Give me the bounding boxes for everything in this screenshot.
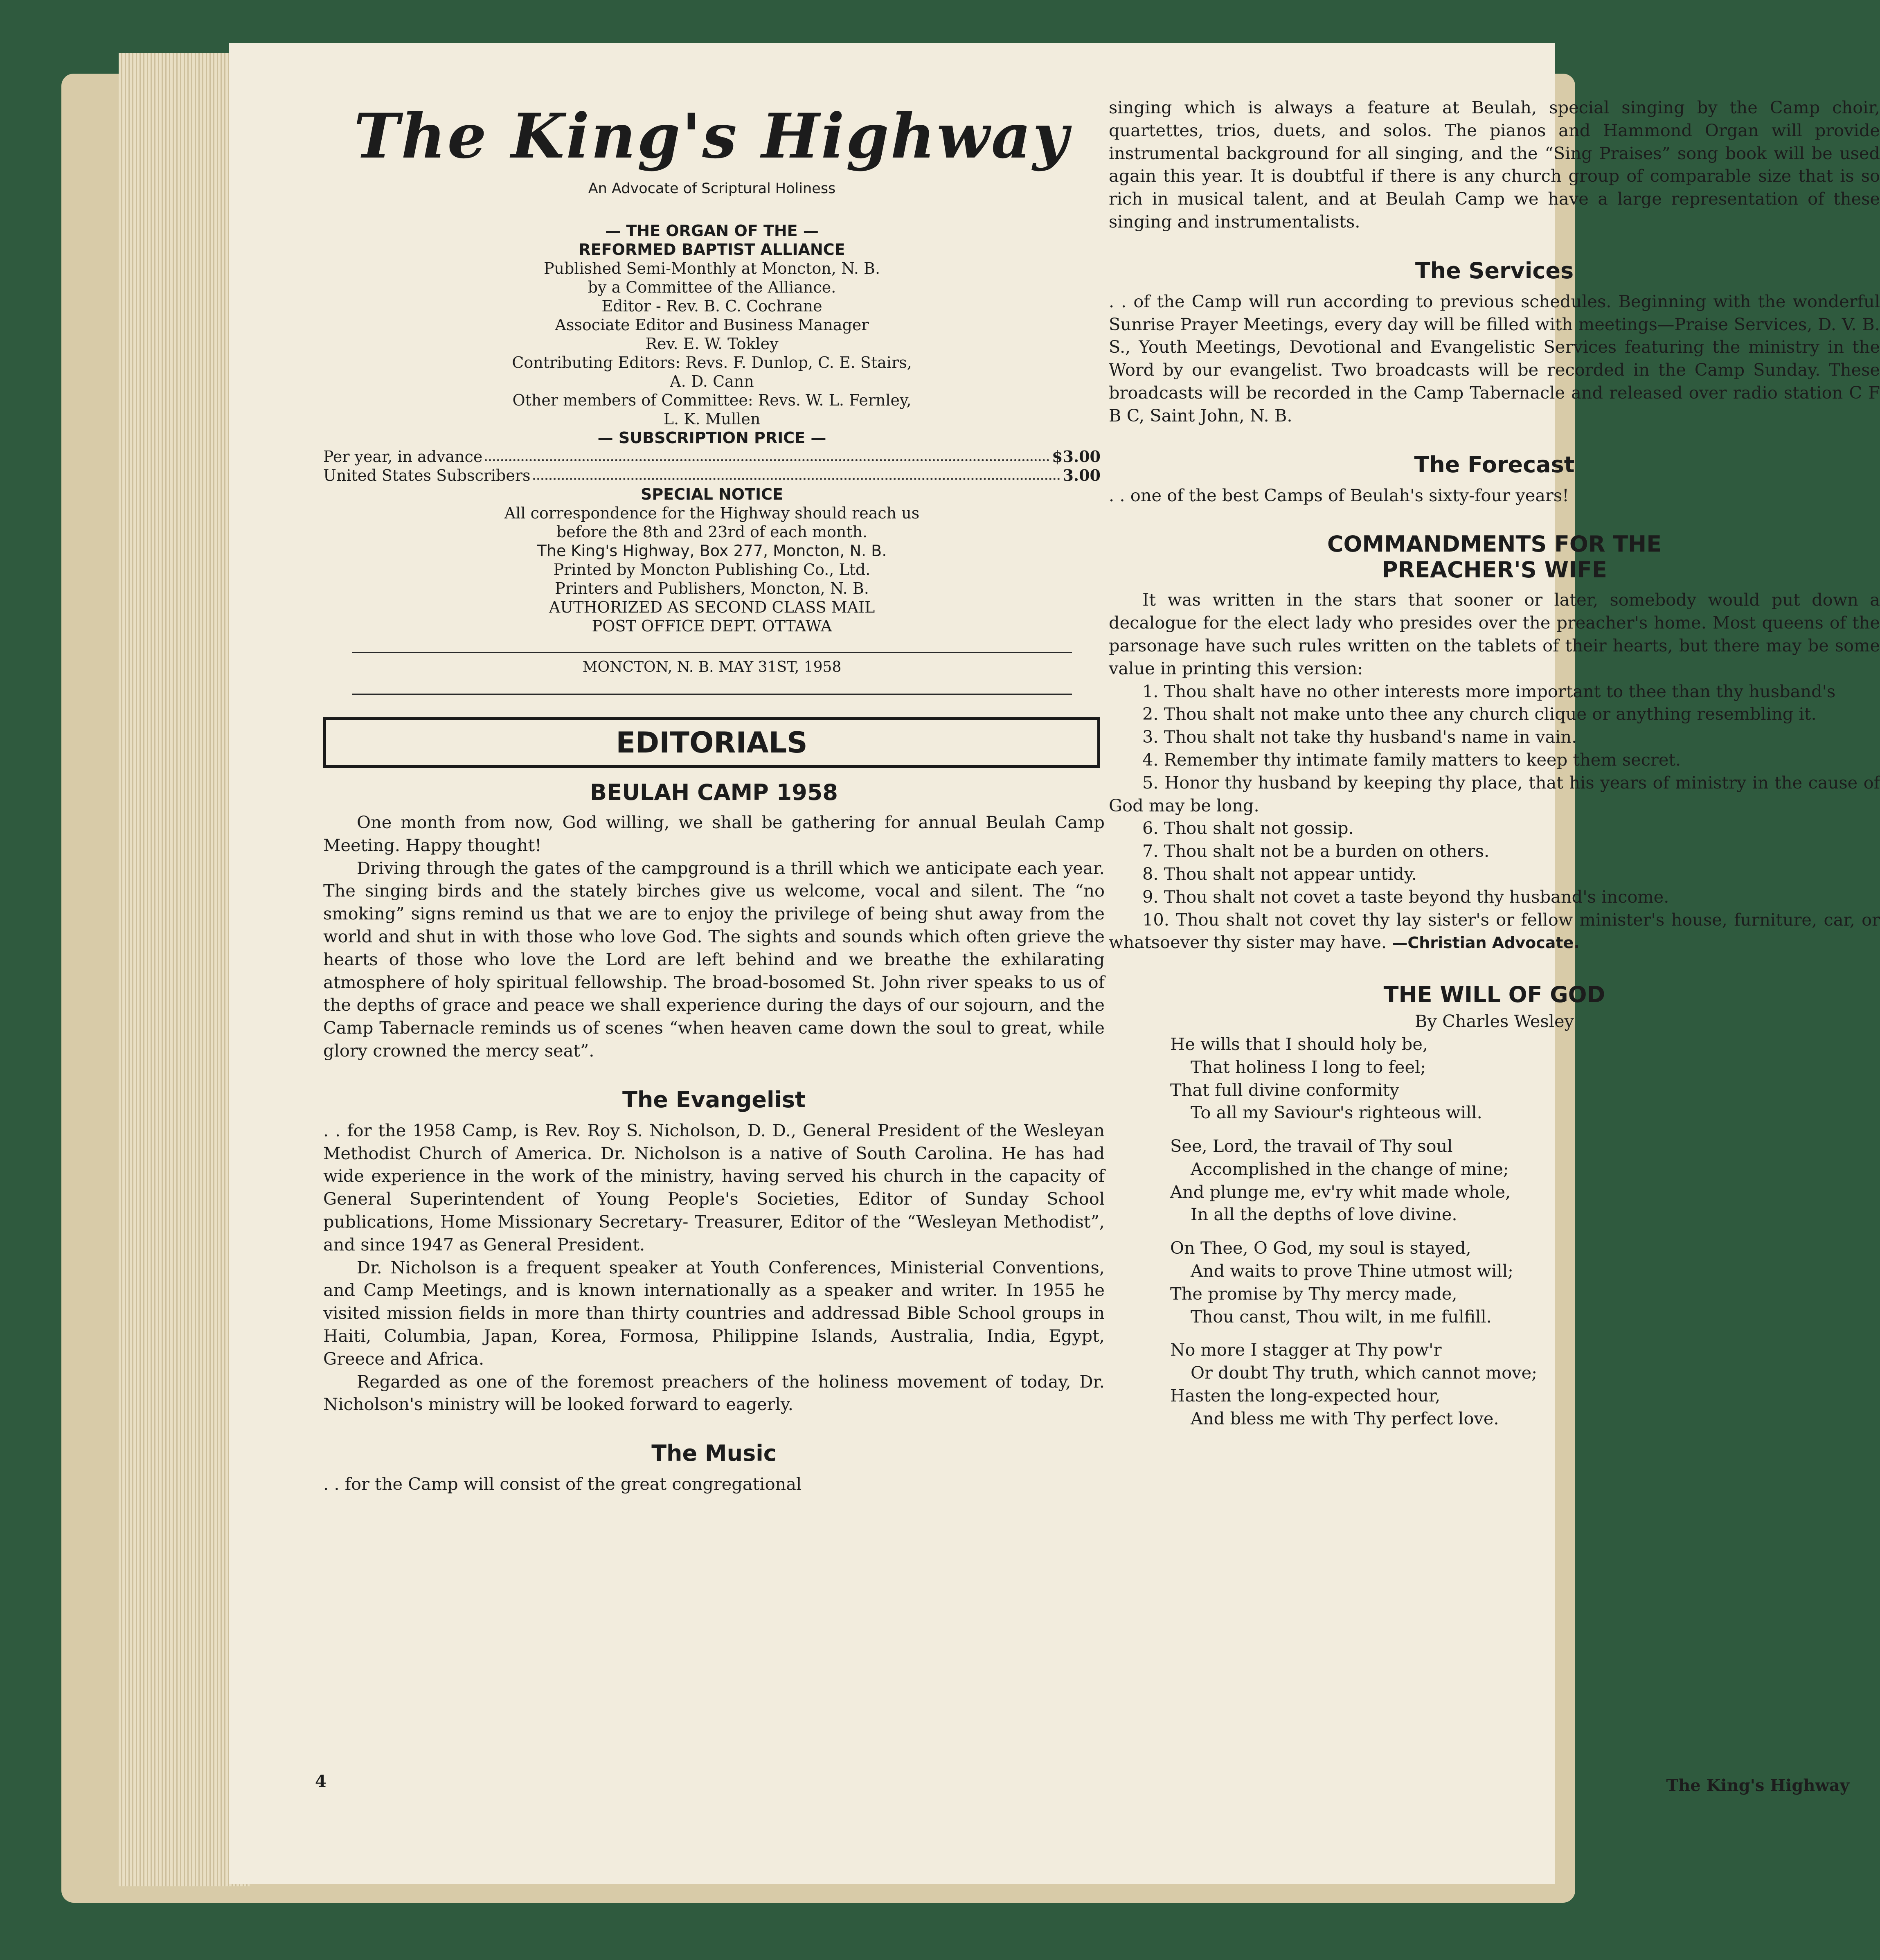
poem-line: See, Lord, the travail of Thy soul: [1170, 1136, 1453, 1156]
poem-line: That full divine conformity: [1170, 1079, 1399, 1100]
page-number: 4: [315, 1772, 326, 1791]
services-para: . . of the Camp will run according to previous schedules. Beginning with the wonderful Sunrise Prayer Meetings, every day will be filled with meetings—Praise Services, D. V. B. S., Youth Meetings, Devotional and Evangelistic Services featuring the ministry in the Word by our evangelist. Two broadcasts will be recorded in the Camp Sunday. These broadcasts will be recorded in the Camp Tabernacle and released over radio station C F B C, Saint John, N. B.: [1109, 291, 1880, 426]
music-para-a: . . for the Camp will consist of the great congregational: [323, 1474, 802, 1494]
notice-heading: SPECIAL NOTICE: [640, 485, 784, 503]
poem-line: The promise by Thy mercy made,: [1170, 1283, 1457, 1304]
footer-publication: The King's Highway: [1666, 1776, 1849, 1795]
price-row-1: [323, 447, 1101, 466]
poem-line: He wills that I should holy be,: [1170, 1034, 1428, 1054]
will-byline: By Charles Wesley: [1415, 1011, 1574, 1032]
notice-line-2: before the 8th and 23rd of each month.: [556, 523, 868, 541]
will-heading: THE WILL OF GOD: [1383, 982, 1605, 1008]
poem-line: In all the depths of love divine.: [1191, 1204, 1457, 1225]
commandment-item: 9. Thou shalt not covet a taste beyond thy husband's income.: [1142, 886, 1669, 907]
masthead-title: The King's Highway: [353, 100, 1070, 172]
post-office-line: POST OFFICE DEPT. OTTAWA: [592, 617, 832, 635]
price-row-2: [323, 466, 1101, 485]
subscription-heading: — SUBSCRIPTION PRICE —: [597, 429, 826, 447]
poem-line: Or doubt Thy truth, which cannot move;: [1191, 1363, 1538, 1383]
music-heading: The Music: [651, 1440, 777, 1467]
poem-line: Accomplished in the change of mine;: [1191, 1158, 1509, 1179]
contrib-line-2: A. D. Cann: [670, 372, 754, 390]
commandment-item: 5. Honor thy husband by keeping thy place, that his years of ministry in the cause of God may be long.: [1109, 772, 1880, 816]
price-leader-1: [485, 447, 1049, 461]
assoc-name-line: Rev. E. W. Tokley: [645, 335, 779, 353]
poem-line: And bless me with Thy perfect love.: [1191, 1408, 1499, 1428]
commandments-heading-2: PREACHER'S WIFE: [1382, 557, 1607, 583]
forecast-para: . . one of the best Camps of Beulah's sixty-four years!: [1109, 485, 1569, 505]
price-1-label: Per year, in advance: [323, 448, 483, 466]
notice-line-1: All correspondence for the Highway should reach us: [504, 504, 920, 522]
evangelist-heading: The Evangelist: [622, 1086, 806, 1113]
assoc-editor-line: Associate Editor and Business Manager: [555, 316, 869, 334]
music-para-b: singing which is always a feature at Beulah, special singing by the Camp choir, quartettes, trios, duets, and solos. The pianos and Hammond Organ will provide instrumental background for all singing, and the “Sing Praises” song book will be used again this year. It is doubtful if there is any church group of comparable size that is so rich in musical talent, and at Beulah Camp we have a large representation of these singing and instrumentalists.: [1109, 97, 1880, 232]
dateline: MONCTON, N. B. MAY 31ST, 1958: [582, 659, 842, 676]
other-line-1: Other members of Committee: Revs. W. L. Fernley,: [512, 391, 912, 409]
printers-line: Printers and Publishers, Moncton, N. B.: [555, 579, 869, 597]
poem-line: To all my Saviour's righteous will.: [1191, 1102, 1482, 1123]
published-line: Published Semi-Monthly at Moncton, N. B.: [543, 259, 880, 277]
magazine-page: [229, 43, 1880, 1884]
poem-line: And plunge me, ev'ry whit made whole,: [1170, 1181, 1511, 1202]
commandment-item: 4. Remember thy intimate family matters to keep them secret.: [1142, 749, 1681, 770]
left-column: [323, 100, 1101, 635]
poem: [1170, 1033, 1880, 1430]
poem-stanza-4: [1170, 1338, 1880, 1430]
commandment-item: 7. Thou shalt not be a burden on others.: [1142, 841, 1490, 861]
committee-line: by a Committee of the Alliance.: [588, 278, 836, 296]
editor-line: Editor - Rev. B. C. Cochrane: [601, 297, 822, 315]
divider-top: [352, 652, 1072, 653]
poem-stanza-1: [1170, 1033, 1880, 1124]
right-column: [1109, 96, 1880, 1430]
poem-line: Thou canst, Thou wilt, in me fulfill.: [1191, 1306, 1492, 1327]
poem-line: On Thee, O God, my soul is stayed,: [1170, 1238, 1471, 1258]
other-line-2: L. K. Mullen: [663, 410, 761, 428]
services-heading: The Services: [1415, 257, 1574, 284]
masthead-block: [323, 221, 1101, 635]
commandment-item: 1. Thou shalt have no other interests more important to thee than thy husband's: [1142, 681, 1836, 701]
alliance-name: REFORMED BAPTIST ALLIANCE: [579, 241, 845, 259]
beulah-heading: BEULAH CAMP 1958: [590, 779, 838, 805]
printed-line: Printed by Moncton Publishing Co., Ltd.: [553, 561, 871, 579]
address-line: The King's Highway, Box 277, Moncton, N. B.: [537, 542, 887, 560]
poem-line: That holiness I long to feel;: [1191, 1057, 1426, 1077]
editorials-banner: EDITORIALS: [323, 717, 1100, 768]
commandments-intro: It was written in the stars that sooner or later, somebody would put down a decalogue for the elect lady who presides over the preacher's home. Most queens of the parsonage have such rules written on the tablets of their hearts, but there may be some value in printing this version:: [1109, 590, 1880, 678]
beulah-para-2: Driving through the gates of the campground is a thrill which we anticipate each year. The singing birds and the stately birches give us welcome, vocal and silent. The “no smoking” signs remind us that we are to enjoy the privilege of being shut away from the world and shut in with those who love God. The sights and sounds which often grieve the hearts of those who love the Lord are left behind and we breathe the exhilarating atmosphere of holy spiritual fellowship. The broad-bosomed St. John river speaks to us of the depths of grace and peace we shall experience during the days of our sojourn, and the Camp Tabernacle reminds us of scenes “when heaven came down the soul to great, while glory crowned the mercy seat”.: [323, 858, 1105, 1061]
evangelist-para-1: . . for the 1958 Camp, is Rev. Roy S. Nicholson, D. D., General President of the Wesleyan Methodist Church of America. Dr. Nicholson is a native of South Carolina. He has had wide experience in the work of the ministry, having served his church in the capacity of General Superintendent of Young People's Societies, Editor of Sunday School publications, Home Missionary Secretary- Treasurer, Editor of the “Wesleyan Methodist”, and since 1947 as General President.: [323, 1120, 1105, 1255]
beulah-para-1: One month from now, God willing, we shall be gathering for annual Beulah Camp Meeting. Happy thought!: [323, 812, 1105, 855]
masthead-subtitle: An Advocate of Scriptural Holiness: [588, 180, 836, 197]
commandments-source: —Christian Advocate.: [1392, 934, 1580, 952]
price-leader-2: [533, 466, 1060, 480]
commandments-heading-1: COMMANDMENTS FOR THE: [1327, 531, 1662, 557]
commandment-10-text: 10. Thou shalt not covet thy lay sister's or fellow minister's house, furniture, car, or whatsoever thy sister may have.: [1109, 909, 1880, 953]
price-2-value: 3.00: [1063, 466, 1101, 484]
divider-bottom: [352, 694, 1072, 695]
poem-stanza-3: [1170, 1237, 1880, 1328]
forecast-heading: The Forecast: [1414, 451, 1575, 478]
evangelist-para-2: Dr. Nicholson is a frequent speaker at Youth Conferences, Ministerial Conventions, and Camp Meetings, and is known internationally as a speaker and writer. In 1955 he visited mission fields in more than thirty countries and addressad Bible School groups in Haiti, Columbia, Japan, Korea, Formosa, Philippine Islands, Australia, India, Egypt, Greece and Africa.: [323, 1257, 1105, 1369]
contrib-line-1: Contributing Editors: Revs. F. Dunlop, C. E. Stairs,: [512, 354, 912, 372]
poem-line: No more I stagger at Thy pow'r: [1170, 1340, 1442, 1360]
organ-line: — THE ORGAN OF THE —: [605, 222, 819, 240]
commandment-item: 8. Thou shalt not appear untidy.: [1142, 863, 1417, 884]
poem-line: And waits to prove Thine utmost will;: [1191, 1261, 1513, 1281]
commandment-item: 2. Thou shalt not make unto thee any church clique or anything resembling it.: [1142, 704, 1817, 724]
authorized-line: AUTHORIZED AS SECOND CLASS MAIL: [549, 598, 875, 616]
evangelist-para-3: Regarded as one of the foremost preachers of the holiness movement of today, Dr. Nicholson's ministry will be looked forward to eagerly.: [323, 1371, 1105, 1415]
poem-stanza-2: [1170, 1135, 1880, 1226]
price-2-label: United States Subscribers: [323, 466, 531, 484]
commandment-item: 6. Thou shalt not gossip.: [1142, 818, 1354, 838]
poem-line: Hasten the long-expected hour,: [1170, 1386, 1441, 1406]
price-1-value: $3.00: [1052, 447, 1101, 466]
left-body: [323, 779, 1105, 1496]
commandments-list: [1109, 680, 1880, 955]
commandment-item: [1109, 908, 1880, 955]
commandment-item: 3. Thou shalt not take thy husband's name in vain.: [1142, 727, 1577, 747]
